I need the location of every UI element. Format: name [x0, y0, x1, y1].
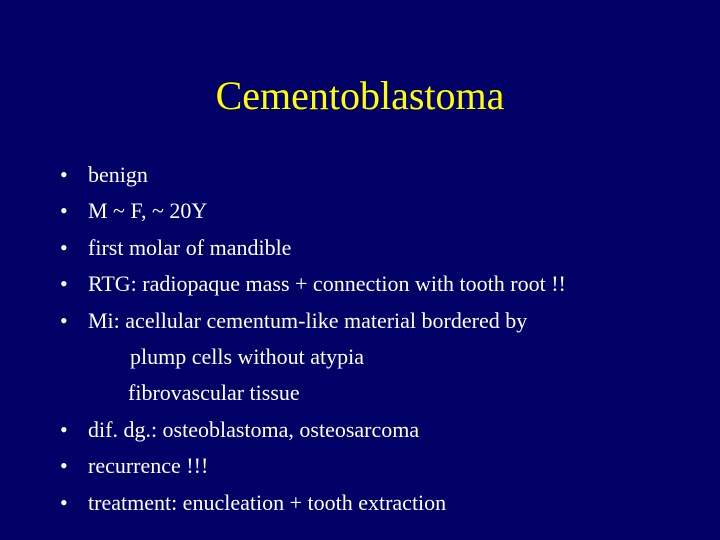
- bullet-text: M ~ F, ~ 20Y: [88, 198, 208, 224]
- bullet-text: benign: [88, 162, 148, 187]
- bullet-text: dif. dg.: osteoblastoma, osteosarcoma: [88, 416, 420, 442]
- list-item: [60, 448, 710, 484]
- list-item: [60, 193, 710, 229]
- bullet-list: [60, 157, 710, 521]
- bullet-icon: •: [60, 416, 68, 442]
- list-item: [60, 157, 710, 193]
- bullet-text: treatment: enucleation + tooth extraction: [88, 489, 447, 515]
- bullet-icon: •: [60, 307, 68, 333]
- list-item: [60, 412, 710, 448]
- bullet-text: RTG: radiopaque mass + connection with tooth root !!: [88, 271, 566, 297]
- bullet-icon: •: [60, 234, 68, 260]
- bullet-icon: •: [60, 453, 68, 479]
- list-item: [60, 230, 710, 266]
- bullet-text: first molar of mandible: [88, 234, 292, 260]
- bullet-icon: •: [60, 198, 68, 224]
- bullet-icon: •: [60, 489, 68, 515]
- bullet-continuation-line: fibrovascular tissue: [128, 380, 300, 406]
- bullet-text: Mi: acellular cementum-like material bordered by: [88, 307, 528, 333]
- list-item: [60, 485, 710, 521]
- list-item: [60, 266, 710, 302]
- bullet-icon: •: [60, 162, 68, 187]
- list-item: [60, 303, 710, 412]
- bullet-text: recurrence !!!: [88, 453, 209, 479]
- bullet-continuation-line: plump cells without atypia: [130, 344, 365, 370]
- slide-title: Cementoblastoma: [215, 73, 505, 118]
- bullet-icon: •: [60, 271, 68, 297]
